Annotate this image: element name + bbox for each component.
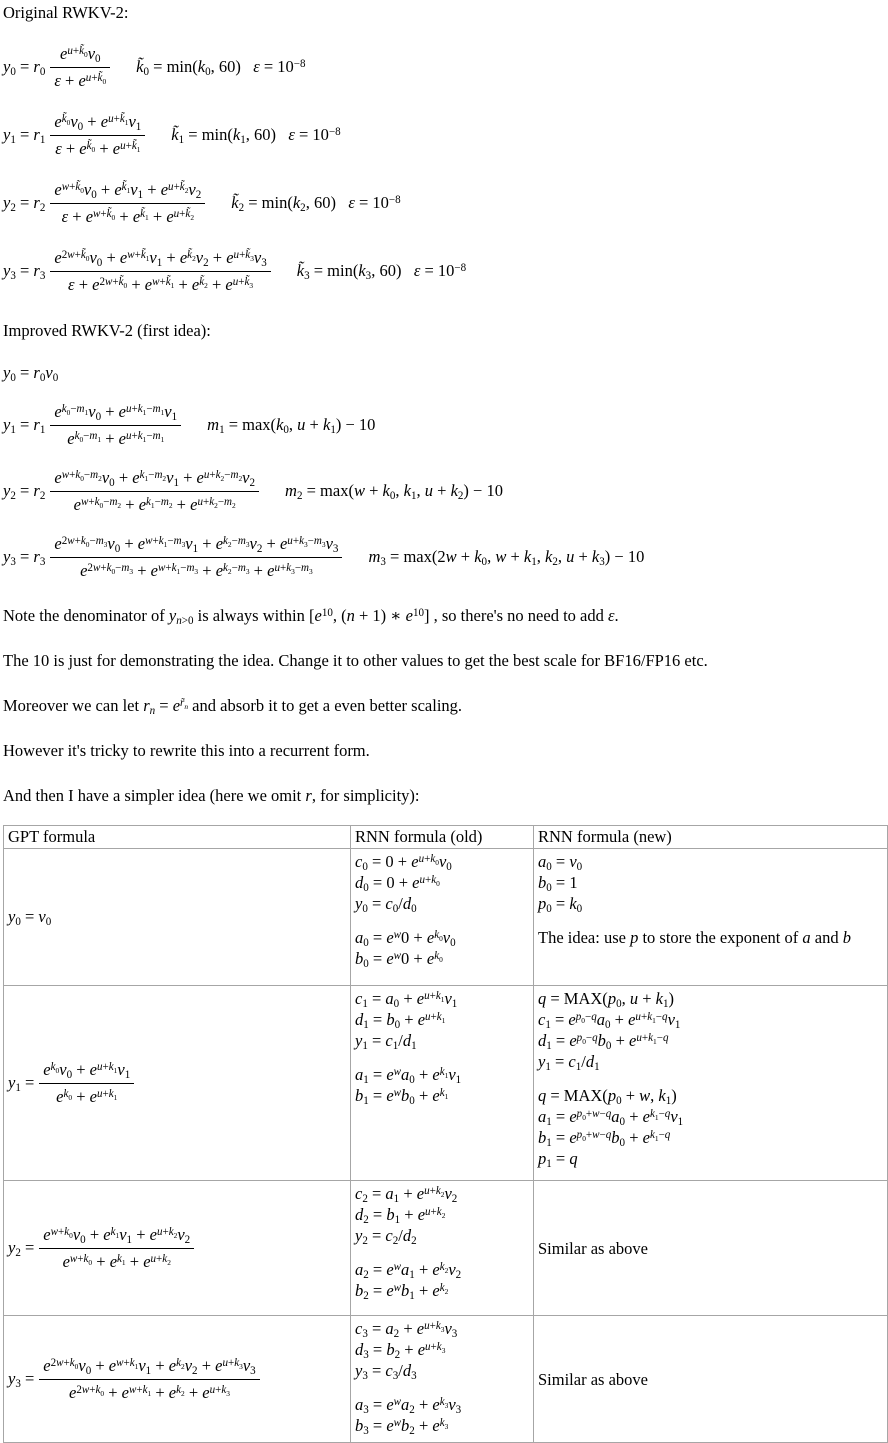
equation-condition: $k̃_1 = \min(k_1$, 60) $\varepsilon = 10^{-8}$ bbox=[171, 125, 341, 147]
fraction bbox=[50, 178, 205, 228]
table-header-rnn-formula-new: RNN formula (new) bbox=[534, 826, 888, 849]
formula-line: $d_2 = b_1 + e^{u+k_2}$ bbox=[355, 1205, 446, 1227]
formula-line: $p_0 = k_0$ bbox=[538, 894, 583, 916]
fraction-denominator: $e^{k_0} + e^{u+k_1}$ bbox=[56, 1087, 118, 1106]
table-cell-rnn-formula-new bbox=[534, 1181, 888, 1316]
formula-line: $c_1 = a_0 + e^{u+k_1}v_1$ bbox=[355, 989, 458, 1011]
equation-lhs: $y_2 = r_2$ bbox=[3, 481, 46, 503]
formula-line: $d_0 = 0 + e^{u+k_0}$ bbox=[355, 873, 440, 895]
equation-condition: $k̃_3 = \min(k_3$, 60) $\varepsilon = 10^{-8}$ bbox=[296, 261, 467, 283]
formula-line: $b_1 = e^{p_0+w-q}b_0 + e^{k_1-q}$ bbox=[538, 1128, 671, 1150]
fraction bbox=[50, 42, 110, 92]
equation bbox=[8, 1223, 346, 1273]
fraction bbox=[39, 1223, 194, 1273]
section-title-original: Original RWKV-2: bbox=[3, 3, 129, 22]
fraction-numerator: $e^{w+k̃_0}v_0 + e^{k̃_1}v_1 + e^{u+k̃_2}v_2$ bbox=[50, 178, 205, 204]
formula-line: $y_1 = c_1/d_1$ bbox=[538, 1052, 600, 1074]
equation bbox=[3, 532, 888, 582]
formula-line: $b_3 = e^wb_2 + e^{k_3}$ bbox=[355, 1416, 449, 1438]
equation bbox=[3, 110, 888, 160]
equation-lhs: $y_3 = r_3$ bbox=[3, 547, 46, 569]
formula-line: $a_3 = e^wa_2 + e^{k_3}v_3$ bbox=[355, 1395, 462, 1417]
fraction bbox=[50, 400, 181, 450]
table-cell-rnn-formula-old bbox=[351, 849, 534, 986]
equation-text: $y_0 = v_0$ bbox=[8, 907, 52, 929]
fraction bbox=[50, 466, 259, 516]
blank-line bbox=[538, 1072, 883, 1085]
formula-line: Similar as above bbox=[538, 1369, 648, 1389]
formula-line: $d_1 = b_0 + e^{u+k_1}$ bbox=[355, 1010, 446, 1032]
fraction-denominator: $e^{w+k_0-m_2} + e^{k_1-m_2} + e^{u+k_2-m_2}$ bbox=[73, 495, 236, 514]
fraction-denominator: $e^{2w+k_0} + e^{w+k_1} + e^{k_2} + e^{u+k_3}$ bbox=[69, 1383, 230, 1402]
formula-line: $a_0 = v_0$ bbox=[538, 852, 583, 874]
table-row bbox=[4, 1181, 888, 1316]
table-cell-gpt-formula bbox=[4, 1316, 351, 1443]
fraction-denominator: $\varepsilon + e^{u+k̃_0}$ bbox=[54, 71, 107, 90]
formula-line: $c_1 = e^{p_0-q}a_0 + e^{u+k_1-q}v_1$ bbox=[538, 1010, 681, 1032]
equation-text: $y_0 = r_0v_0$ bbox=[3, 363, 59, 385]
formula-line: $y_2 = c_2/d_2$ bbox=[355, 1226, 417, 1248]
table-header-gpt-formula: GPT formula bbox=[4, 826, 351, 849]
fraction-numerator: $e^{k_0}v_0 + e^{u+k_1}v_1$ bbox=[39, 1058, 134, 1084]
equation-condition: $m_1 = \max(k_0$, $u + k_1) - 10$ bbox=[207, 415, 376, 437]
table-cell-rnn-formula-old bbox=[351, 986, 534, 1181]
note-paragraph: Moreover we can let $r_n = e^{r̃_n}$ and absorb it to get a even better scaling. bbox=[3, 696, 463, 718]
equation-lhs: $y_1$ = bbox=[8, 1073, 35, 1095]
formula-line: $b_0 = 1$ bbox=[538, 873, 578, 895]
formula-line: $y_3 = c_3/d_3$ bbox=[355, 1361, 417, 1383]
equation-lhs: $y_1 = r_1$ bbox=[3, 415, 46, 437]
fraction bbox=[39, 1354, 259, 1404]
equation-lhs: $y_1 = r_1$ bbox=[3, 125, 46, 147]
formula-line: $p_1 = q$ bbox=[538, 1149, 578, 1171]
equation-lhs: $y_3 = r_3$ bbox=[3, 261, 46, 283]
fraction bbox=[50, 110, 145, 160]
table-cell-rnn-formula-new bbox=[534, 986, 888, 1181]
blank-line bbox=[355, 1051, 529, 1064]
fraction-denominator: $e^{2w+k_0-m_3} + e^{w+k_1-m_3} + e^{k_2-m_3} + e^{u+k_3-m_3}$ bbox=[80, 561, 313, 580]
equation-lhs: $y_2$ = bbox=[8, 1238, 35, 1260]
equation-condition: $k̃_2 = \min(k_2$, 60) $\varepsilon = 10^{-8}$ bbox=[231, 193, 401, 215]
original-equations-section bbox=[3, 42, 888, 296]
blank-line bbox=[355, 1246, 529, 1259]
equation-condition: $m_3 = \max(2w + k_0$, $w + k_1$, $k_2$, $u + k_3) - 10$ bbox=[368, 547, 645, 569]
note-paragraph: The 10 is just for demonstrating the idea. Change it to other values to get the best scale for BF16/FP16 etc. bbox=[3, 651, 708, 670]
formula-line: $a_0 = e^w0 + e^{k_0}v_0$ bbox=[355, 928, 456, 950]
formula-line: $c_3 = a_2 + e^{u+k_3}v_3$ bbox=[355, 1319, 458, 1341]
table-cell-rnn-formula-new bbox=[534, 849, 888, 986]
formula-line: The idea: use p to store the exponent of a and b bbox=[538, 928, 851, 947]
equation bbox=[3, 246, 888, 296]
equation bbox=[3, 400, 888, 450]
blank-line bbox=[355, 914, 529, 927]
fraction bbox=[50, 246, 270, 296]
formula-line: $y_1 = c_1/d_1$ bbox=[355, 1031, 417, 1053]
formula-line: $b_1 = e^wb_0 + e^{k_1}$ bbox=[355, 1086, 449, 1108]
formula-line: $c_2 = a_1 + e^{u+k_2}v_2$ bbox=[355, 1184, 458, 1206]
equation-condition: $k̃_0 = \min(k_0$, 60) $\varepsilon = 10^{-8}$ bbox=[136, 57, 306, 79]
fraction-denominator: $\varepsilon + e^{w+k̃_0} + e^{k̃_1} + e^{u+k̃_2}$ bbox=[61, 207, 195, 226]
formula-line: $a_2 = e^wa_1 + e^{k_2}v_2$ bbox=[355, 1260, 462, 1282]
fraction bbox=[50, 532, 342, 582]
table-row bbox=[4, 986, 888, 1181]
formula-line: $c_0 = 0 + e^{u+k_0}v_0$ bbox=[355, 852, 452, 874]
fraction-numerator: $e^{w+k_0}v_0 + e^{k_1}v_1 + e^{u+k_2}v_2$ bbox=[39, 1223, 194, 1249]
note-paragraph: And then I have a simpler idea (here we omit r, for simplicity): bbox=[3, 786, 420, 805]
section-title-improved: Improved RWKV-2 (first idea): bbox=[3, 321, 211, 340]
table-row bbox=[4, 1316, 888, 1443]
formula-line: $a_1 = e^{p_0+w-q}a_0 + e^{k_1-q}v_1$ bbox=[538, 1107, 684, 1129]
table-cell-gpt-formula bbox=[4, 1181, 351, 1316]
table-cell-gpt-formula bbox=[4, 849, 351, 986]
formula-line: $b_2 = e^wb_1 + e^{k_2}$ bbox=[355, 1281, 449, 1303]
equation bbox=[8, 1354, 346, 1404]
fraction-numerator: $e^{w+k_0-m_2}v_0 + e^{k_1-m_2}v_1 + e^{u+k_2-m_2}v_2$ bbox=[50, 466, 259, 492]
formula-line: $q = MAX(p_0 + w$, $k_1$) bbox=[538, 1086, 677, 1108]
fraction-denominator: $\varepsilon + e^{k̃_0} + e^{u+k̃_1}$ bbox=[55, 139, 141, 158]
fraction-numerator: $e^{k̃_0}v_0 + e^{u+k̃_1}v_1$ bbox=[50, 110, 145, 136]
fraction bbox=[39, 1058, 134, 1108]
equation bbox=[3, 466, 888, 516]
table-cell-gpt-formula bbox=[4, 986, 351, 1181]
fraction-numerator: $e^{2w+k_0-m_3}v_0 + e^{w+k_1-m_3}v_1 + e^{k_2-m_3}v_2 + e^{u+k_3-m_3}v_3$ bbox=[50, 532, 342, 558]
formula-line: $b_0 = e^w0 + e^{k_0}$ bbox=[355, 949, 443, 971]
equation-lhs: $y_3$ = bbox=[8, 1369, 35, 1391]
formula-comparison-table bbox=[3, 825, 888, 1443]
equation-lhs: $y_2 = r_2$ bbox=[3, 193, 46, 215]
equation bbox=[8, 1058, 346, 1108]
improved-equations-section bbox=[3, 362, 888, 582]
note-paragraph: However it's tricky to rewrite this into a recurrent form. bbox=[3, 741, 370, 760]
formula-line: $d_1 = e^{p_0-q}b_0 + e^{u+k_1-q}$ bbox=[538, 1031, 669, 1053]
formula-line: $y_0 = c_0/d_0$ bbox=[355, 894, 417, 916]
equation bbox=[3, 42, 888, 92]
formula-line: Similar as above bbox=[538, 1238, 648, 1258]
equation-lhs: $y_0 = r_0$ bbox=[3, 57, 46, 79]
fraction-numerator: $e^{k_0-m_1}v_0 + e^{u+k_1-m_1}v_1$ bbox=[50, 400, 181, 426]
table-header-rnn-formula-old: RNN formula (old) bbox=[351, 826, 534, 849]
fraction-numerator: $e^{u+k̃_0}v_0$ bbox=[50, 42, 110, 68]
equation bbox=[8, 906, 346, 928]
formula-line: $d_3 = b_2 + e^{u+k_3}$ bbox=[355, 1340, 446, 1362]
formula-line: $a_1 = e^wa_0 + e^{k_1}v_1$ bbox=[355, 1065, 462, 1087]
table-cell-rnn-formula-old bbox=[351, 1316, 534, 1443]
equation bbox=[3, 178, 888, 228]
fraction-numerator: $e^{2w+k̃_0}v_0 + e^{w+k̃_1}v_1 + e^{k̃_2}v_2 + e^{u+k̃_3}v_3$ bbox=[50, 246, 270, 272]
blank-line bbox=[538, 914, 883, 927]
table-row bbox=[4, 849, 888, 986]
fraction-denominator: $e^{k_0-m_1} + e^{u+k_1-m_1}$ bbox=[67, 429, 165, 448]
fraction-denominator: $\varepsilon + e^{2w+k̃_0} + e^{w+k̃_1} + e^{k̃_2} + e^{u+k̃_3}$ bbox=[68, 275, 254, 294]
blank-line bbox=[355, 1381, 529, 1394]
table-cell-rnn-formula-new bbox=[534, 1316, 888, 1443]
note-paragraph: Note the denominator of $y_{n>0}$ is always within [$e^{10}$, (n + 1) ∗ $e^{10}$] , so there's no need to add ε. bbox=[3, 606, 619, 628]
fraction-denominator: $e^{w+k_0} + e^{k_1} + e^{u+k_2}$ bbox=[62, 1252, 171, 1271]
formula-line: $q = MAX(p_0$, $u + k_1$) bbox=[538, 989, 675, 1011]
fraction-numerator: $e^{2w+k_0}v_0 + e^{w+k_1}v_1 + e^{k_2}v_2 + e^{u+k_3}v_3$ bbox=[39, 1354, 259, 1380]
table-header-row bbox=[4, 826, 888, 849]
equation bbox=[3, 362, 888, 384]
equation-condition: $m_2 = \max(w + k_0$, $k_1$, $u + k_2) - 10$ bbox=[285, 481, 503, 503]
table-cell-rnn-formula-old bbox=[351, 1181, 534, 1316]
notes-section bbox=[3, 605, 888, 807]
